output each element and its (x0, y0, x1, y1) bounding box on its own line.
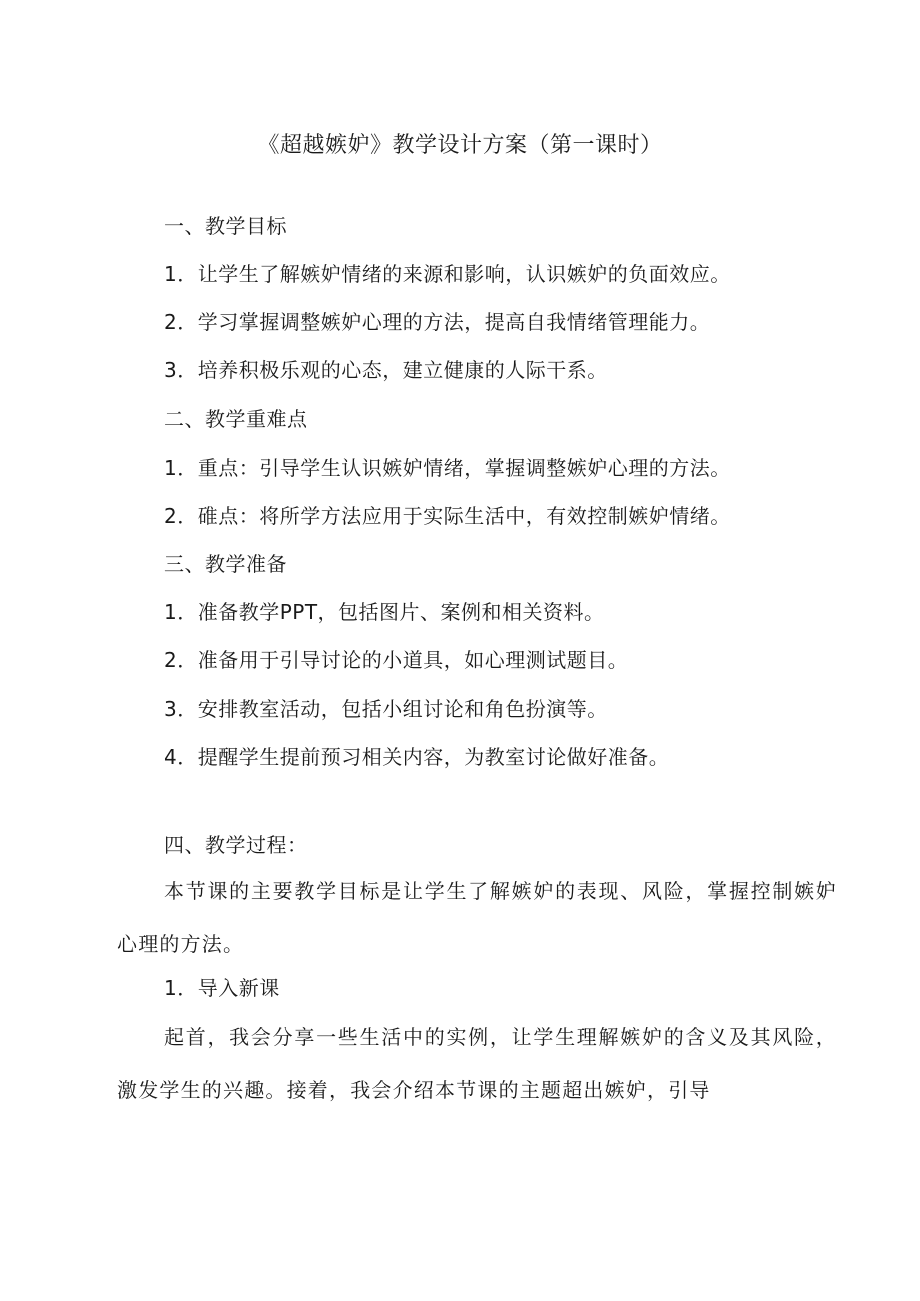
process-step-paragraph: 起首，我会分享一些生活中的实例，让学生理解嫉妒的含义及其风险，激发学生的兴趣。接着，我会介绍本节课的主题超出嫉妒，引导 (117, 1025, 837, 1102)
key-point-item-2: 2．碓点：将所学方法应用于实际生活中，有效控制嫉妒情绪。 (164, 504, 731, 528)
objective-item-3: 3．培养积极乐观的心态，建立健康的人际干系。 (164, 358, 608, 382)
preparation-item-2: 2．准备用于引导讨论的小道具，如心理测试题目。 (164, 648, 629, 672)
process-intro-paragraph: 本节课的主要教学目标是让学生了解嫉妒的表现、风险，掌握控制嫉妒心理的方法。 (117, 879, 837, 956)
section-heading-key-points: 二、教学重难点 (164, 407, 308, 431)
section-heading-preparation: 三、教学准备 (164, 552, 287, 576)
preparation-item-4: 4．提醒学生提前预习相关内容，为教室讨论做好准备。 (164, 745, 670, 769)
section-heading-process: 四、教学过程： (164, 833, 308, 857)
objective-item-1: 1．让学生了解嫉妒情绪的来源和影响，认识嫉妒的负面效应。 (164, 262, 731, 286)
key-point-item-1: 1．重点：引导学生认识嫉妒情绪，掌握调整嫉妒心理的方法。 (164, 456, 731, 480)
document-title: 《超越嫉妒》教学设计方案（第一课时） (257, 133, 663, 158)
section-heading-objectives: 一、教学目标 (164, 214, 287, 238)
preparation-item-3: 3．安排教室活动，包括小组讨论和角色扮演等。 (164, 697, 608, 721)
process-step-heading: 1．导入新课 (164, 976, 280, 1000)
preparation-item-1: 1．准备教学PPT，包括图片、案例和相关资料。 (164, 600, 605, 624)
objective-item-2: 2．学习掌握调整嫉妒心理的方法，提高自我情绪管理能力。 (164, 310, 711, 334)
